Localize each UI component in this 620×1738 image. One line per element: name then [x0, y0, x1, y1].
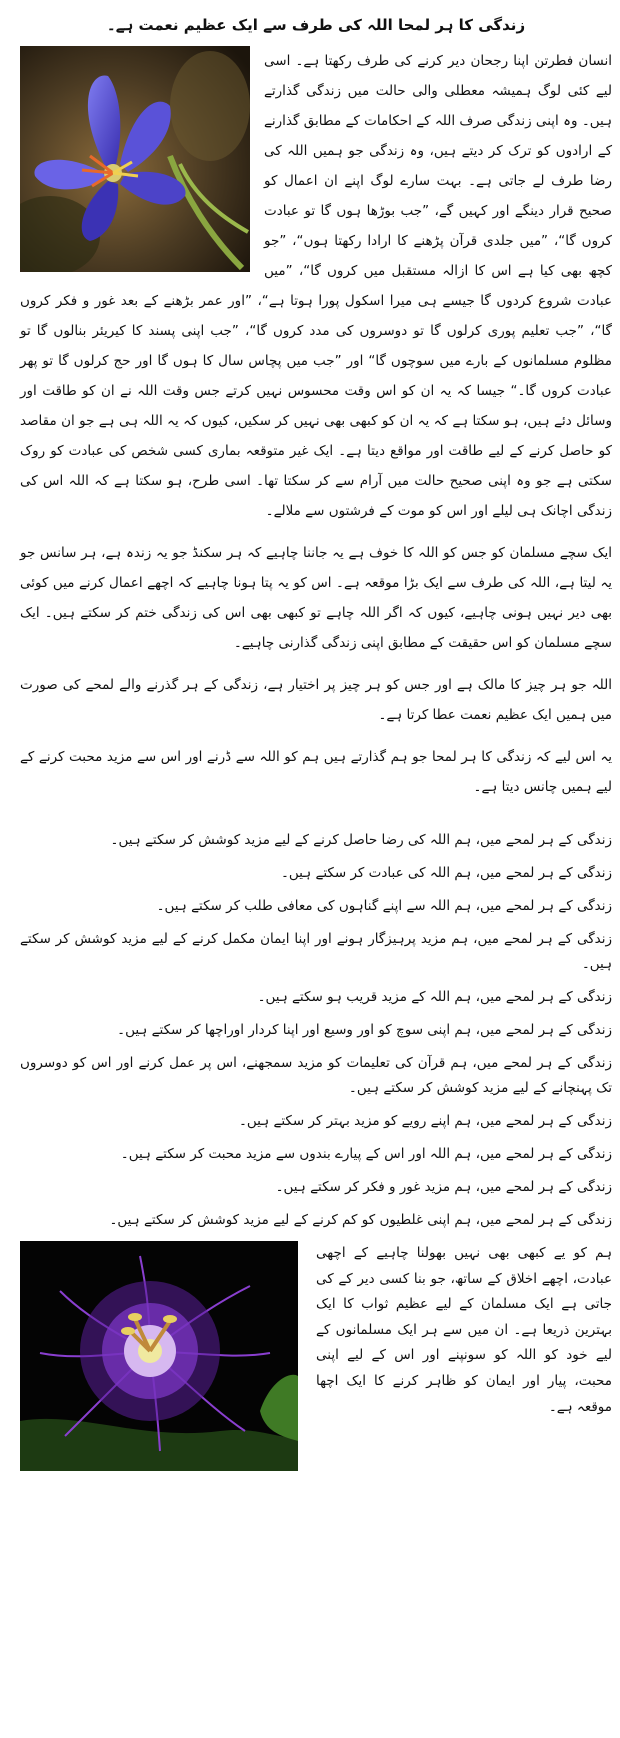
list-item: زندگی کے ہر لمحے میں، ہم قرآن کی تعلیمات کو مزید سمجھنے، اس پر عمل کرنے اور اس کو دوسروں تک پہنچانے کے لیے مزید کوشش کر سکتے ہیں۔	[20, 1055, 612, 1096]
list-item: زندگی کے ہر لمحے میں، ہم اپنے رویے کو مزید بہتر کر سکتے ہیں۔	[238, 1113, 612, 1129]
paragraph-intro: انسان فطرتن اپنا رجحان دیر کرنے کی طرف رکھتا ہے۔ اسی لیے کئی لوگ ہمیشہ معطلی والی حالت میں زندگی گذارتے ہیں۔ وہ اپنی زندگی صرف اللہ کے احکامات کے مطابق گذارنے کے ارادوں کو ترک کر دیتے ہیں، وہ زندگی جو ہمیں اللہ کی رضا طرف لے جاتی ہے۔ بہت سارے لوگ اپنے ان اعمال کو صحیح قرار دینگے اور کہیں گے، ”جب بوڑھا ہوں گا تو عبادت کروں گا“، ”میں جلدی قرآن پڑھنے کا ارادا رکھتا ہوں“، ”جو کچھ بھی کیا ہے اس کا ازالہ مستقبل میں کروں گا“، ”میں عبادت شروع کردوں گا جیسے ہی میرا اسکول پورا ہوتا ہے“، ”اور عمر بڑھنے کے بعد غور و فکر کروں گا“، ”جب تعلیم پوری کرلوں گا تو دوسروں کی مدد کروں گا“، ”جب اپنی پسند کا کیریئر بنالوں گا تو مظلوم مسلمانوں کے بارے میں سوچوں گا“ اور ”جب میں پچاس سال کا ہوں گا اور حج کرلوں گا تو پھر عبادت کروں گا۔“ جیسا کہ یہ ان کو اس وقت محسوس نہیں کرتے جس وقت اللہ نے ان کو طاقت اور وسائل دئے ہیں، ہو سکتا ہے کہ یہ ان کو کبھی بھی نہیں کر سکیں، کیوں کہ یہ اللہ ہی ہے جو ان مقاصد کو حاصل کرنے کے لیے طاقت اور مواقع دیتا ہے۔ ایک غیر متوقعہ بماری کسی شخص کی عبادت کو روک سکتی ہے جو وہ اپنی صحیح حالت میں آرام سے کر سکتا تھا۔ اسی طرح، ہو سکتا ہے کہ اللہ اس کی زندگی اچانک ہی لیلے اور اس کو موت کے فرشتوں سے ملالے۔	[20, 53, 612, 519]
article-title: زندگی کا ہر لمحا اللہ کی طرف سے ایک عظیم نعمت ہے۔	[106, 16, 526, 34]
paragraph-allah-owner: اللہ جو ہر چیز کا مالک ہے اور جس کو ہر چیز پر اختیار ہے، زندگی کے ہر گذرنے والے لمحے کی صورت میں ہمیں ایک عظیم نعمت عطا کرتا ہے۔	[20, 677, 612, 723]
list-item: زندگی کے ہر لمحے میں، ہم اللہ اور اس کے پیارے بندوں سے مزید محبت کر سکتے ہیں۔	[120, 1146, 612, 1162]
paragraph-true-muslim: ایک سچے مسلمان کو جس کو اللہ کا خوف ہے یہ جاننا چاہیے کہ ہر سکنڈ جو یہ زندہ ہے، ہر سانس جو یہ لیتا ہے، اللہ کی طرف سے ایک بڑا موقعہ ہے۔ اس کو یہ پتا ہونا چاہیے کہ اچھے اعمال کرنے میں کوئی بھی دیر نہیں ہونی چاہیے، کیوں کہ اگر اللہ چاہے تو کبھی بھی اس کی زندگی ختم کر سکتے ہیں۔ ایک سچے مسلمان کو اس حقیقت کے مطابق اپنی زندگی گذارنی چاہیے۔	[20, 545, 612, 651]
closing-section	[20, 1241, 612, 1471]
list-item: زندگی کے ہر لمحے میں، ہم اپنی غلطیوں کو کم کرنے کے لیے مزید کوشش کر سکتے ہیں۔	[109, 1212, 612, 1228]
list-item: زندگی کے ہر لمحے میں، ہم اپنی سوچ کو اور وسیع اور اپنا کردار اوراچھا کر سکتے ہیں۔	[117, 1022, 612, 1038]
paragraph-every-moment: یہ اس لیے کہ زندگی کا ہر لمحا جو ہم گذارتے ہیں ہم کو اللہ سے ڈرنے اور اس سے مزید محبت کرنے کے لیے ہمیں چانس دیتا ہے۔	[20, 749, 612, 795]
list-item: زندگی کے ہر لمحے میں، ہم اللہ کے مزید قریب ہو سکتے ہیں۔	[257, 989, 612, 1005]
list-item: زندگی کے ہر لمحے میں، ہم مزید پرہیزگار ہونے اور اپنا ایمان مکمل کرنے کے لیے مزید کوشش کر سکتے ہیں۔	[20, 931, 612, 972]
paragraph-closing: ہم کو یے کبھی بھی نہیں بھولنا چاہیے کے اچھی عبادت، اچھے اخلاق کے ساتھ، جو بنا کسی دیر کے کی جاتی ہے ایک مسلمان کے لیے عظیم ثواب کا ایک بہترین ذریعا ہے۔ ان میں سے ہر ایک مسلمانوں کے لیے خود کو اللہ کو سونپنے اور اس کے لیے اپنی محبت، پیار اور ایمان کو ظاہر کرنے کا ایک اچھا موقعہ ہے۔	[316, 1245, 612, 1415]
list-item: زندگی کے ہر لمحے میں، ہم اللہ کی عبادت کر سکتے ہیں۔	[280, 865, 612, 881]
moments-list	[20, 828, 612, 1233]
passion-flower-image	[20, 1241, 298, 1471]
list-item: زندگی کے ہر لمحے میں، ہم اللہ کی رضا حاصل کرنے کے لیے مزید کوشش کر سکتے ہیں۔	[110, 832, 612, 848]
crocus-flower-image	[20, 46, 250, 272]
list-item: زندگی کے ہر لمحے میں، ہم اللہ سے اپنے گناہوں کی معافی طلب کر سکتے ہیں۔	[156, 898, 612, 914]
list-item: زندگی کے ہر لمحے میں، ہم مزید غور و فکر کر سکتے ہیں۔	[275, 1179, 612, 1195]
